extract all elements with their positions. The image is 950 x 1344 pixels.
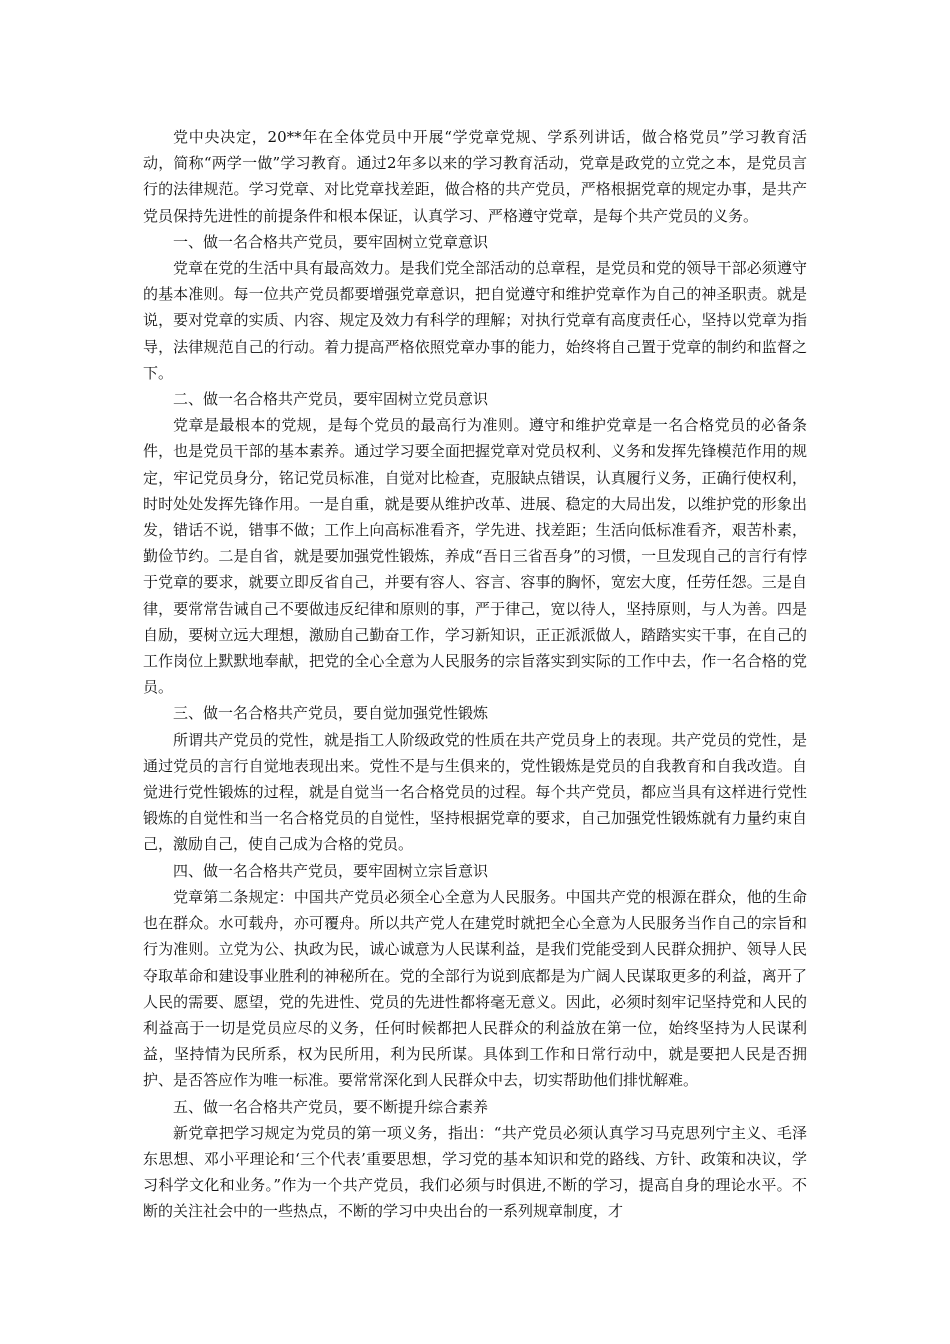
section-heading-4: 四、做一名合格共产党员，要牢固树立宗旨意识 (173, 861, 489, 880)
section-paragraph-3: 所谓共产党员的党性，就是指工人阶级政党的性质在共产党员身上的表现。共产党员的党性，是通过党员的言行自觉地表现出来。党性不是与生俱来的，党性锻炼是党员的自我教育和自我改造。自觉进行党性锻炼的过程，就是自觉当一名合格党员的过程。每个共产党员，都应当具有这样进行党性锻炼的自觉性和当一名合格党员的自觉性，坚持根据党章的要求，自己加强党性锻炼就有力量约束自己，激励自己，使自己成为合格的党员。 (143, 730, 807, 854)
document-body (143, 124, 807, 1225)
section-heading-5: 五、做一名合格共产党员，要不断提升综合素养 (173, 1097, 489, 1116)
section-paragraph-2: 党章是最根本的党规，是每个党员的最高行为准则。遵守和维护党章是一名合格党员的必备条件，也是党员干部的基本素养。通过学习要全面把握党章对党员权利、义务和发挥先锋模范作用的规定，牢记党员身分，铭记党员标准，自觉对比检查，克服缺点错误，认真履行义务，正确行使权利，时时处处发挥先锋作用。一是自重，就是要从维护改革、进展、稳定的大局出发，以维护党的形象出发，错话不说，错事不做；工作上向高标准看齐，学先进、找差距；生活向低标准看齐，艰苦朴素，勤俭节约。二是自省，就是要加强党性锻炼，养成“吾日三省吾身”的习惯，一旦发现自己的言行有悖于党章的要求，就要立即反省自己，并要有容人、容言、容事的胸怀，宽宏大度，任劳任怨。三是自律，要常常告诫自己不要做违反纪律和原则的事，严于律己，宽以待人，坚持原则，与人为善。四是自励，要树立远大理想，激励自己勤奋工作，学习新知识，正正派派做人，踏踏实实干事，在自己的工作岗位上默默地奉献，把党的全心全意为人民服务的宗旨落实到实际的工作中去，作一名合格的党员。 (143, 416, 807, 697)
section-paragraph-1: 党章在党的生活中具有最高效力。是我们党全部活动的总章程，是党员和党的领导干部必须遵守的基本准则。每一位共产党员都要增强党章意识，把自觉遵守和维护党章作为自己的神圣职责。就是说，要对党章的实质、内容、规定及效力有科学的理解；对执行党章有高度责任心，坚持以党章为指导，法律规范自己的行动。着力提高严格依照党章办事的能力，始终将自己置于党章的制约和监督之下。 (143, 259, 807, 382)
section-heading-3: 三、做一名合格共产党员，要自觉加强党性锻炼 (173, 704, 489, 723)
intro-paragraph: 党中央决定，20**年在全体党员中开展“学党章党规、学系列讲话，做合格党员”学习教育活动，简称“两学一做”学习教育。通过2年多以来的学习教育活动，党章是政党的立党之本，是党员言行的法律规范。学习党章、对比党章找差距，做合格的共产党员，严格根据党章的规定办事，是共产党员保持先进性的前提条件和根本保证，认真学习、严格遵守党章，是每个共产党员的义务。 (143, 128, 807, 225)
section-paragraph-5: 新党章把学习规定为党员的第一项义务，指出：“共产党员必须认真学习马克思列宁主义、毛泽东思想、邓小平理论和‘三个代表’重要思想，学习党的基本知识和党的路线、方针、政策和决议，学习科学文化和业务。”作为一个共产党员，我们必须与时俱进,不断的学习，提高自身的理论水平。不断的关注社会中的一些热点，不断的学习中央出台的一系列规章制度，才 (143, 1123, 807, 1221)
section-heading-2: 二、做一名合格共产党员，要牢固树立党员意识 (173, 390, 489, 409)
section-heading-1: 一、做一名合格共产党员，要牢固树立党章意识 (173, 232, 489, 251)
section-paragraph-4: 党章第二条规定：中国共产党员必须全心全意为人民服务。中国共产党的根源在群众，他的生命也在群众。水可载舟，亦可覆舟。所以共产党人在建党时就把全心全意为人民服务当作自己的宗旨和行为准则。立党为公、执政为民，诚心诚意为人民谋利益，是我们党能受到人民群众拥护、领导人民夺取革命和建设事业胜利的神秘所在。党的全部行为说到底都是为广阔人民谋取更多的利益，离开了人民的需要、愿望，党的先进性、党员的先进性都将毫无意义。因此，必须时刻牢记坚持党和人民的利益高于一切是党员应尽的义务，任何时候都把人民群众的利益放在第一位，始终坚持为人民谋利益，坚持情为民所系，权为民所用，利为民所谋。具体到工作和日常行动中，就是要把人民是否拥护、是否答应作为唯一标准。要常常深化到人民群众中去，切实帮助他们排忧解难。 (143, 887, 807, 1090)
